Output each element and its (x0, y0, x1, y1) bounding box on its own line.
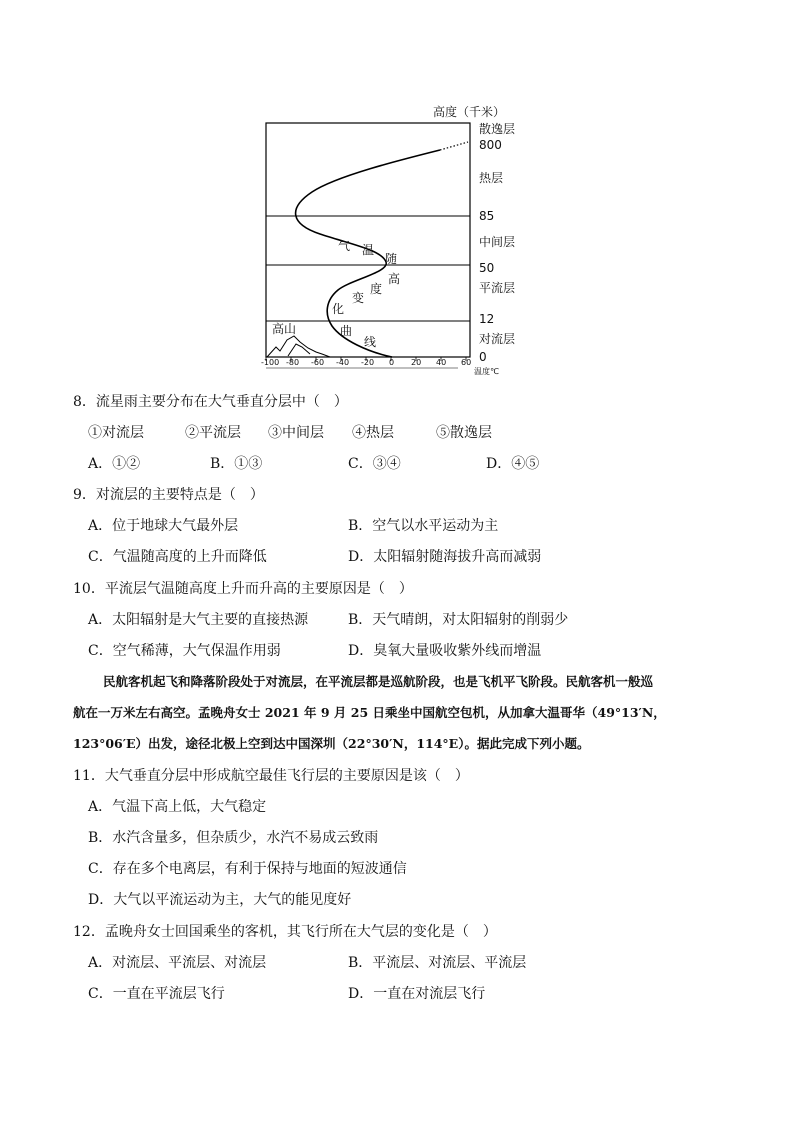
q8-item-5: ⑤散逸层 (436, 425, 492, 441)
x-tick-label: 60 (461, 358, 472, 367)
question-12: 12．孟晚舟女士回国乘坐的客机，其飞行所在大气层的变化是（ ） (73, 924, 497, 940)
q11-option-c: C．存在多个电离层，有利于保持与地面的短波通信 (88, 861, 407, 877)
q9-option-c: C．气温随高度的上升而降低 (88, 549, 267, 565)
question-11: 11．大气垂直分层中形成航空最佳飞行层的主要原因是该（ ） (73, 768, 469, 784)
curve-label-char: 曲 (340, 324, 353, 338)
q11-option-d: D．大气以平流运动为主，大气的能见度好 (88, 892, 352, 908)
q12-option-b: B．平流层、对流层、平流层 (348, 955, 527, 971)
curve-label-char: 化 (332, 302, 345, 316)
q8-option-c: C．③④ (348, 456, 401, 472)
q12-option-c: C．一直在平流层飞行 (88, 986, 225, 1002)
x-tick-label: 20 (411, 358, 422, 367)
curve-label-char: 气 (338, 239, 351, 253)
layer-stratosphere: 平流层 (479, 281, 516, 295)
q11-option-a: A．气温下高上低，大气稳定 (88, 799, 267, 815)
axis-title: 高度（千米） (433, 105, 506, 119)
x-tick-label: -20 (361, 358, 375, 367)
passage-line-1: 民航客机起飞和降落阶段处于对流层，在平流层都是巡航阶段，也是飞机平飞阶段。民航客机一般巡 (103, 674, 654, 689)
x-axis-unit: 温度℃ (474, 367, 499, 376)
x-tick-label: -100 (261, 358, 280, 367)
question-8: 8．流星雨主要分布在大气垂直分层中（ ） (73, 394, 348, 410)
mountain-outline (267, 336, 330, 357)
layer-mesosphere: 中间层 (479, 235, 516, 249)
curve-label-char: 线 (364, 335, 377, 349)
q10-option-d: D．臭氧大量吸收紫外线而增温 (348, 643, 542, 659)
height-85: 85 (479, 209, 495, 223)
x-tick-label: -80 (286, 358, 300, 367)
q8-item-2: ②平流层 (185, 425, 241, 441)
x-tick-label: 0 (389, 358, 395, 367)
temperature-curve-dotted (440, 142, 468, 150)
layer-thermosphere: 热层 (479, 171, 504, 185)
q10-option-b: B．天气晴朗，对太阳辐射的削弱少 (348, 612, 569, 628)
mountain-label: 高山 (272, 322, 297, 336)
q10-option-c: C．空气稀薄，大气保温作用弱 (88, 643, 281, 659)
question-10: 10．平流层气温随高度上升而升高的主要原因是（ ） (73, 581, 413, 597)
layer-exosphere: 散逸层 (479, 122, 516, 136)
height-800: 800 (479, 138, 502, 152)
q10-option-a: A．太阳辐射是大气主要的直接热源 (88, 612, 309, 628)
height-50: 50 (479, 261, 495, 275)
mountain-outline-2 (288, 344, 310, 356)
curve-label-char: 变 (352, 291, 365, 305)
passage-line-3: 123°06′E）出发，途径北极上空到达中国深圳（22°30′N，114°E）。据此完成下列小题。 (73, 736, 590, 751)
q12-option-a: A．对流层、平流层、对流层 (88, 955, 267, 971)
question-9: 9．对流层的主要特点是（ ） (73, 487, 264, 503)
q9-option-b: B．空气以水平运动为主 (348, 518, 499, 534)
curve-label-char: 高 (388, 272, 401, 286)
x-tick-label: -40 (336, 358, 350, 367)
atmosphere-diagram (250, 100, 550, 378)
diagram-frame (266, 123, 470, 357)
q8-option-a: A．①② (88, 456, 141, 472)
q8-item-4: ④热层 (352, 425, 394, 441)
q12-option-d: D．一直在对流层飞行 (348, 986, 486, 1002)
layer-troposphere: 对流层 (479, 332, 516, 346)
passage-line-2: 航在一万米左右高空。孟晚舟女士 2021 年 9 月 25 日乘坐中国航空包机，从加拿大温哥华（49°13′N， (73, 705, 666, 720)
x-tick-label: 40 (436, 358, 447, 367)
height-0: 0 (479, 350, 487, 364)
q11-option-b: B．水汽含量多，但杂质少，水汽不易成云致雨 (88, 830, 379, 846)
curve-label-char: 温 (362, 243, 375, 257)
q9-option-d: D．太阳辐射随海拔升高而减弱 (348, 549, 542, 565)
x-tick-label: -60 (311, 358, 325, 367)
q8-item-1: ①对流层 (88, 425, 144, 441)
curve-label-char: 度 (370, 282, 383, 296)
curve-label-char: 随 (385, 252, 398, 266)
q8-item-3: ③中间层 (268, 425, 324, 441)
q8-option-b: B．①③ (210, 456, 263, 472)
q9-option-a: A．位于地球大气最外层 (88, 518, 239, 534)
q8-option-d: D．④⑤ (486, 456, 540, 472)
height-12: 12 (479, 312, 495, 326)
